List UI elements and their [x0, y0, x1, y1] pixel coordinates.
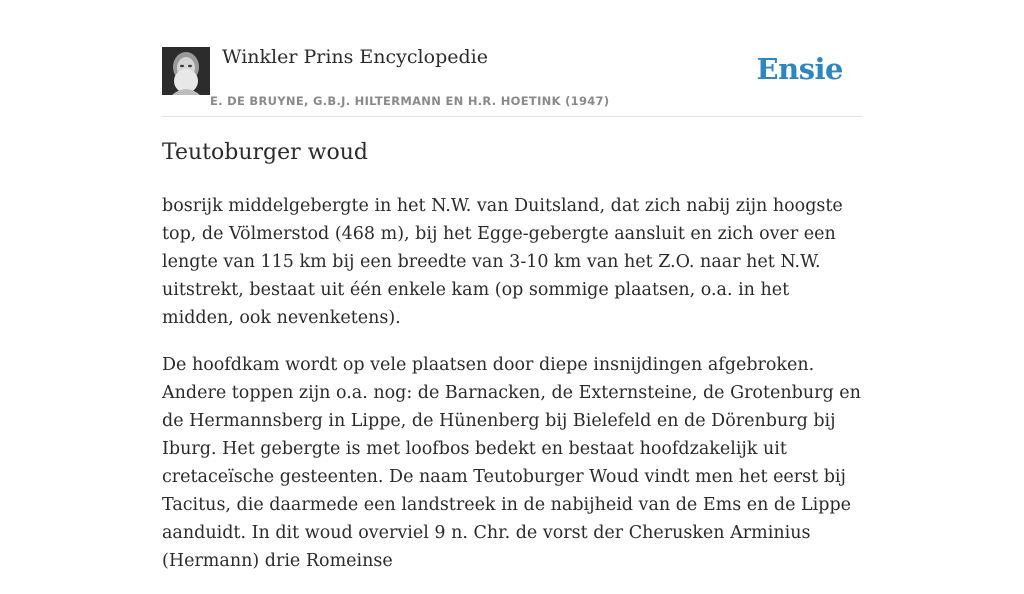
- header: [162, 0, 862, 117]
- authors-line: E. DE BRUYNE, G.B.J. HILTERMANN EN H.R. HOETINK (1947): [210, 94, 610, 108]
- paragraph: bosrijk middelgebergte in het N.W. van Duitsland, dat zich nabij zijn hoogste top, de Völmerstod (468 m), bij het Egge-gebergte aansluit en zich over een lengte van 115 km bij een breedte van 3-10 km van het Z.O. naar het N.W. uitstrekt, bestaat uit één enkele kam (op sommige plaatsen, o.a. in het midden, ook nevenketens).: [162, 196, 843, 328]
- article-body: [162, 192, 864, 594]
- author-avatar[interactable]: [162, 47, 210, 95]
- publication-title[interactable]: Winkler Prins Encyclopedie: [222, 46, 488, 68]
- article-title: Teutoburger woud: [162, 140, 368, 165]
- brand-logo[interactable]: Ensie: [756, 52, 843, 86]
- paragraph: De hoofdkam wordt op vele plaatsen door diepe insnijdingen afgebroken. Andere toppen zijn o.a. nog: de Barnacken, de Externsteine, de Grotenburg en de Hermannsberg in Lippe, de Hünenberg bij Bielefeld en de Dörenburg bij Iburg. Het gebergte is met loofbos bedekt en bestaat hoofdzakelijk uit cretaceïsche gesteenten. De naam Teutoburger Woud vindt men het eerst bij Tacitus, die daarmede een landstreek in de nabijheid van de Ems en de Lippe aanduidt. In dit woud overviel 9 n. Chr. de vorst der Cherusken Arminius (Hermann) drie Romeinse: [162, 355, 861, 571]
- portrait-icon: [162, 47, 210, 95]
